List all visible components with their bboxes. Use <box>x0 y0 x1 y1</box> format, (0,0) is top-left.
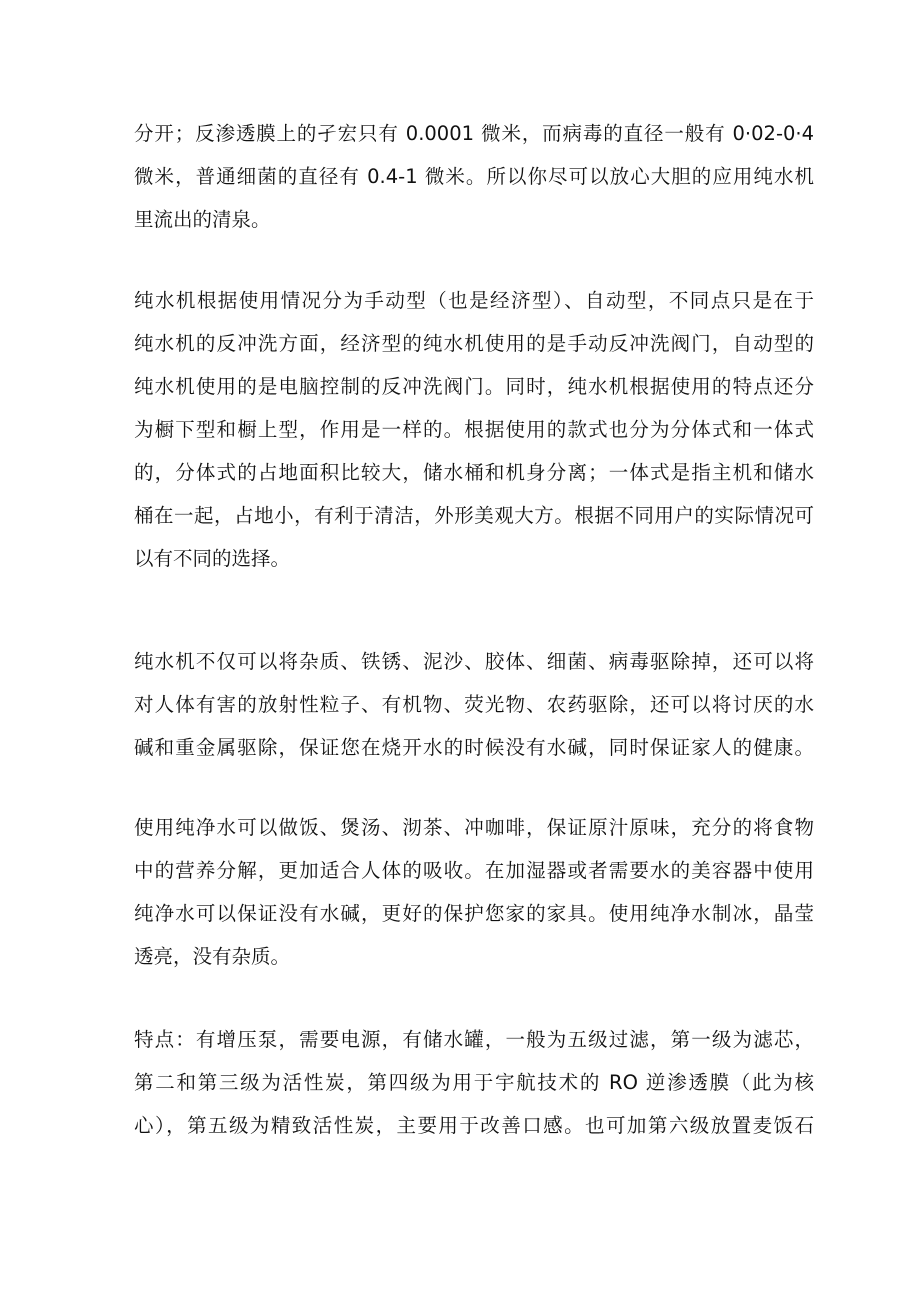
text-line: 分开；反渗透膜上的孑宏只有 0.0001 微米，而病毒的直径一般有 0·02-0·4 <box>134 122 814 145</box>
paragraph-pure-water-uses <box>134 806 814 978</box>
text-line: 使用纯净水可以做饭、煲汤、沏茶、冲咖啡，保证原汁原味，充分的将食物 <box>134 816 814 839</box>
paragraph-features <box>134 1018 814 1147</box>
text-line: 中的营养分解，更加适合人体的吸收。在加湿器或者需要水的美容器中使用 <box>134 859 814 882</box>
text-line: 纯水机根据使用情况分为手动型（也是经济型）、自动型，不同点只是在于 <box>134 289 814 312</box>
text-line: 特点：有增压泵，需要电源，有储水罐，一般为五级过滤，第一级为滤芯， <box>134 1028 814 1051</box>
text-line: 透亮，没有杂质。 <box>134 945 291 968</box>
text-line: 的，分体式的占地面积比较大，储水桶和机身分离；一体式是指主机和储水 <box>134 461 814 484</box>
text-line: 纯水机使用的是电脑控制的反冲洗阀门。同时，纯水机根据使用的特点还分 <box>134 375 814 398</box>
text-line: 纯水机不仅可以将杂质、铁锈、泥沙、胶体、细菌、病毒驱除掉，还可以将 <box>134 650 814 673</box>
paragraph-ro-membrane-pore-size <box>134 112 814 241</box>
text-line: 碱和重金属驱除，保证您在烧开水的时候没有水碱，同时保证家人的健康。 <box>134 736 814 759</box>
text-line: 第二和第三级为活性炭，第四级为用于宇航技术的 RO 逆渗透膜（此为核 <box>134 1071 814 1094</box>
text-line: 对人体有害的放射性粒子、有机物、荧光物、农药驱除，还可以将讨厌的水 <box>134 693 814 716</box>
text-line: 纯水机的反冲洗方面，经济型的纯水机使用的是手动反冲洗阀门，自动型的 <box>134 332 814 355</box>
text-line: 心），第五级为精致活性炭，主要用于改善口感。也可加第六级放置麦饭石 <box>134 1114 814 1137</box>
text-line: 桶在一起，占地小，有利于清洁，外形美观大方。根据不同用户的实际情况可 <box>134 504 814 527</box>
text-line: 微米，普通细菌的直径有 0.4-1 微米。所以你尽可以放心大胆的应用纯水机 <box>134 165 814 188</box>
paragraph-machine-types <box>134 279 814 580</box>
text-line: 以有不同的选择。 <box>134 547 291 570</box>
paragraph-impurity-removal <box>134 640 814 769</box>
text-line: 里流出的清泉。 <box>134 208 271 231</box>
text-line: 为橱下型和橱上型，作用是一样的。根据使用的款式也分为分体式和一体式 <box>134 418 814 441</box>
text-line: 纯净水可以保证没有水碱，更好的保护您家的家具。使用纯净水制冰，晶莹 <box>134 902 814 925</box>
